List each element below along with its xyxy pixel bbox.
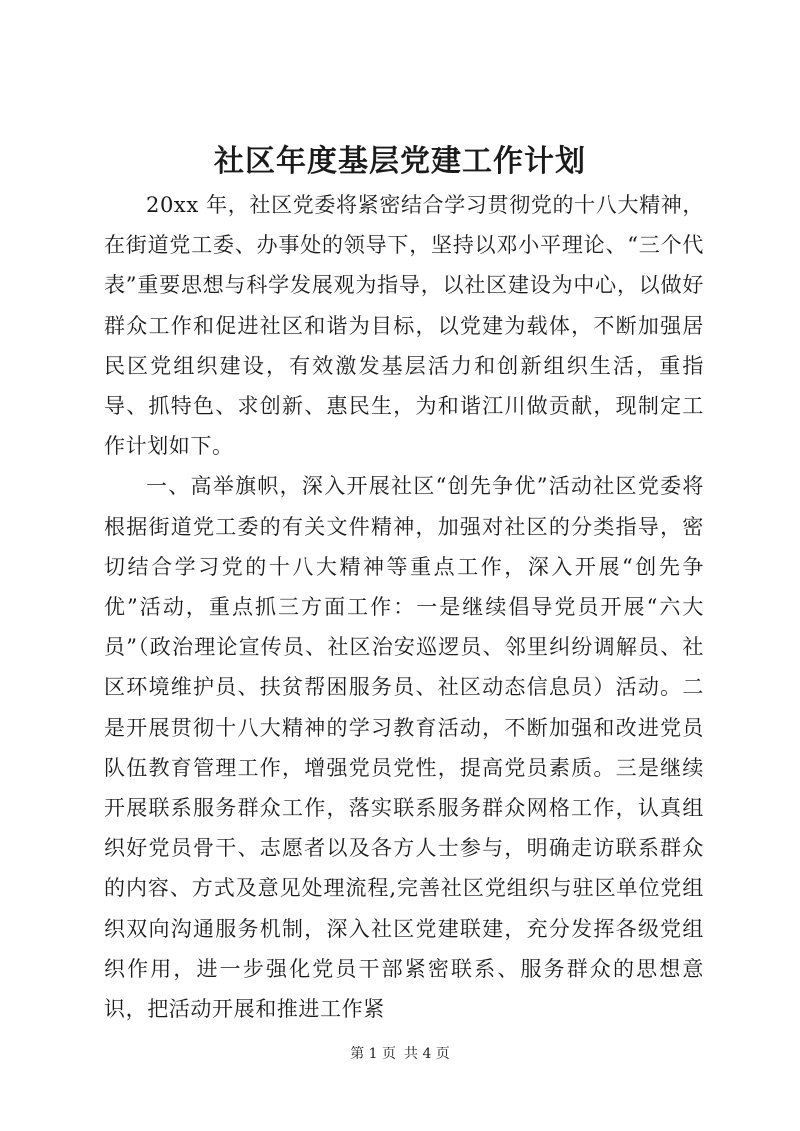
paragraph-section-one: 一、高举旗帜，深入开展社区“创先争优”活动社区党委将根据街道党工委的有关文件精神，加强对社区的分类指导，密切结合学习党的十八大精神等重点工作，深入开展“创先争优”活动，重点抓三方面工作：一是继续倡导党员开展“六大员”（政治理论宣传员、社区治安巡逻员、邻里纠纷调解员、社区环境维护员、扶贫帮困服务员、社区动态信息员）活动。二是开展贯彻十八大精神的学习教育活动，不断加强和改进党员队伍教育管理工作，增强党员党性，提高党员素质。三是继续开展联系服务群众工作，落实联系服务群众网格工作，认真组织好党员骨干、志愿者以及各方人士参与，明确走访联系群众的内容、方式及意见处理流程,完善社区党组织与驻区单位党组织双向沟通服务机制，深入社区党建联建，充分发挥各级党组织作用，进一步强化党员干部紧密联系、服务群众的思想意识，把活动开展和推进工作紧 <box>104 474 704 1022</box>
page-footer <box>0 1044 800 1064</box>
document-title: 社区年度基层党建工作计划 <box>214 144 586 179</box>
document-body <box>104 185 704 1029</box>
paragraph-intro: 20xx 年，社区党委将紧密结合学习贯彻党的十八大精神，在街道党工委、办事处的领导下，坚持以邓小平理论、“三个代表”重要思想与科学发展观为指导，以社区建设为中心，以做好群众工作和促进社区和谐为目标，以党建为载体，不断加强居民区党组织建设，有效激发基层活力和创新组织生活，重指导、抓特色、求创新、惠民生，为和谐江川做贡献，现制定工作计划如下。 <box>104 193 704 459</box>
page-total: 共 4 页 <box>404 1046 450 1062</box>
page-number: 第 1 页 <box>350 1046 396 1062</box>
